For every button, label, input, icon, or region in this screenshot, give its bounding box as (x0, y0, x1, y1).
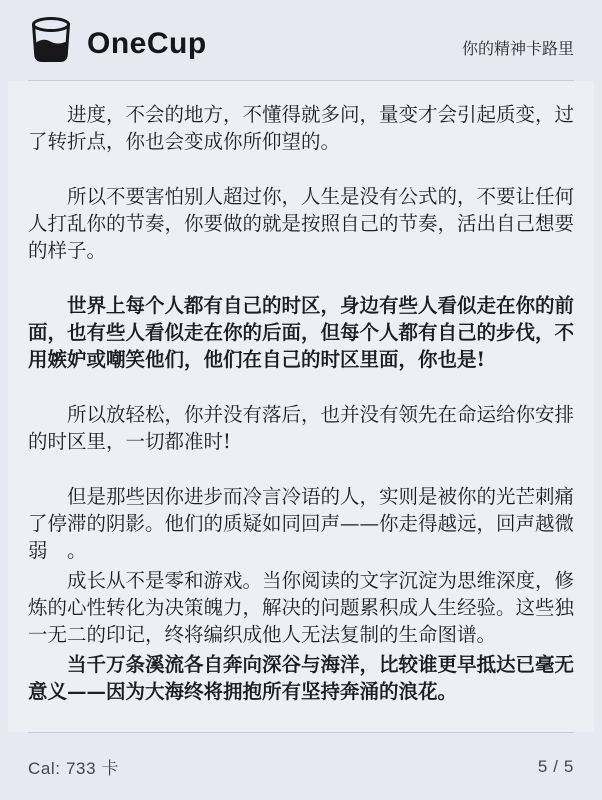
calorie-counter: Cal: 733 卡 (28, 759, 120, 778)
app-header (0, 0, 602, 80)
page-indicator: 5 / 5 (537, 756, 574, 776)
reading-panel[interactable] (8, 81, 594, 732)
status-bar (0, 733, 602, 800)
app-title: OneCup (87, 27, 207, 60)
paragraph: 但是那些因你进步而冷言冷语的人，实则是被你的光芒刺痛了停滞的阴影。他们的质疑如同回声——你走得越远，回声越微弱 。 (28, 485, 575, 562)
paragraph: 所以放轻松，你并没有落后，也并没有领先在命运给你安排的时区里，一切都准时! (28, 403, 575, 453)
paragraph: 所以不要害怕别人超过你，人生是没有公式的，不要让任何人打乱你的节奏，你要做的就是按照自己的节奏，活出自己想要的样子。 (28, 185, 575, 262)
paragraph: 进度，不会的地方，不懂得就多问，量变才会引起质变，过了转折点，你也会变成你所仰望的。 (28, 103, 575, 153)
app-tagline: 你的精神卡路里 (461, 40, 574, 58)
cup-icon (28, 16, 74, 66)
brand (28, 16, 207, 66)
paragraph: 世界上每个人都有自己的时区，身边有些人看似走在你的前面，也有些人看似走在你的后面，但每个人都有自己的步伐，不用嫉妒或嘲笑他们，他们在自己的时区里面，你也是! (28, 294, 575, 371)
paragraph: 成长从不是零和游戏。当你阅读的文字沉淀为思维深度，修炼的心性转化为决策魄力，解决的问题累积成人生经验。这些独一无二的印记，终将编织成他人无法复制的生命图谱。 (28, 569, 575, 646)
paragraph: 当千万条溪流各自奔向深谷与海洋，比较谁更早抵达已毫无意义——因为大海终将拥抱所有坚持奔涌的浪花。 (28, 653, 575, 703)
paragraph-list (28, 101, 574, 705)
